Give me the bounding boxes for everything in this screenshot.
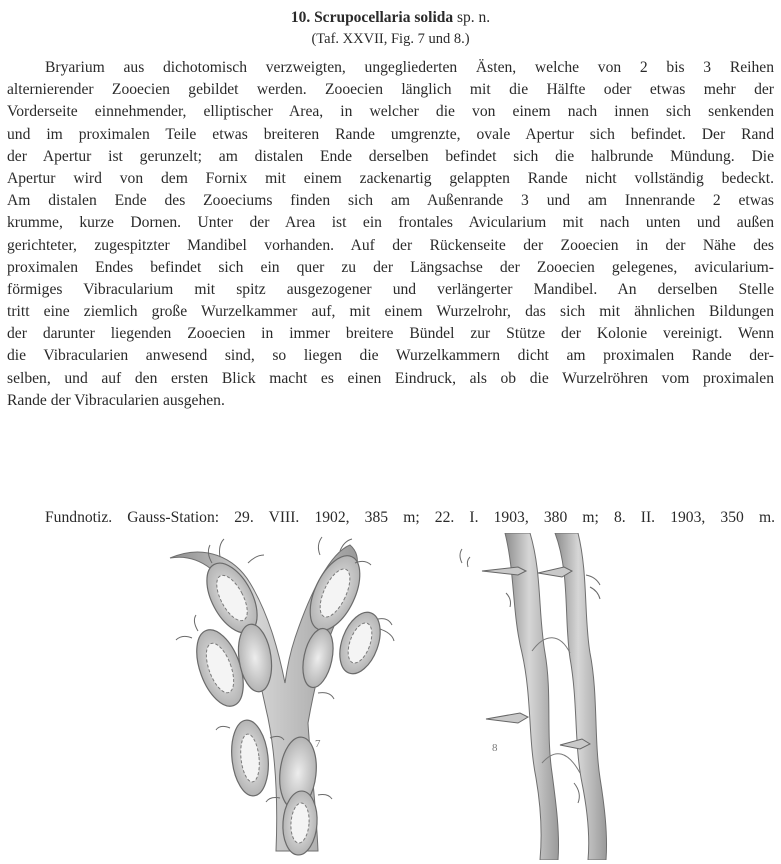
species-suffix: sp. n. (457, 9, 491, 26)
text-line: Apertur wird von dem Fornix mit einem zackenartig gelappten Rande nicht vollständig bedeckt. (7, 169, 774, 187)
figure-7-colony (170, 537, 394, 856)
text-line: Am distalen Ende des Zooeciums finden sich am Außenrande 3 und am Innenrande 2 etwas (7, 192, 774, 210)
text-line: Rande der Vibracularien ausgehen. (7, 391, 225, 409)
text-line: proximalen Endes befindet sich ein quer zu der Längsachse der Zooecien gelegenes, avicularium- (7, 258, 774, 276)
text-line: Bryarium aus dichotomisch verzweigten, ungegliederten Ästen, welche von 2 bis 3 Reihen (45, 59, 774, 76)
text-line: und im proximalen Teile etwas breiteren Rande umgrenzte, ovale Apertur sich befindet. Der Rand (7, 125, 774, 143)
figure-7-label: 7 (315, 738, 321, 750)
text-line: der Apertur ist gerunzelt; am distalen Ende derselben befindet sich die halbrunde Mündung. Die (7, 147, 774, 165)
plate-figure (150, 533, 620, 860)
text-line: alternierender Zooecien gebildet werden. Zooecien länglich mit die Hälfte oder etwas mehr der (7, 81, 774, 99)
text-line: die Vibracularien anwesend sind, so liegen die Wurzelkammern dicht am proximalen Rande der- (7, 347, 774, 365)
fundnotiz-line: Fundnotiz. Gauss-Station: 29. VIII. 1902, 385 m; 22. I. 1903, 380 m; 8. II. 1903, 350 m. (45, 509, 775, 526)
plate-reference: (Taf. XXVII, Fig. 7 und 8.) (311, 31, 470, 47)
species-heading (0, 9, 781, 27)
text-line: gerichteter, zugespitzter Mandibel vorhanden. Auf der Rückenseite der Zooecien in der Nähe des (7, 236, 774, 254)
species-number: 10. (290, 9, 311, 26)
text-line: Vorderseite einnehmender, elliptischer Area, in welcher die von einem nach innen sich senkenden (7, 103, 774, 121)
figure-8-colony (460, 533, 607, 860)
text-line: der darunter liegenden Zooecien in immer breitere Bündel zur Stütze der Kolonie vereinigt. Wenn (7, 325, 774, 343)
text-line: krumme, kurze Dornen. Unter der Area ist ein frontales Avicularium mit nach unten und außen (7, 214, 774, 232)
bryozoan-illustration (150, 533, 620, 860)
text-line: selben, und auf den ersten Blick macht es einen Eindruck, als ob die Wurzelröhren vom proximalen (7, 369, 774, 387)
species-name: Scrupocellaria solida (314, 9, 454, 26)
description-paragraph (7, 57, 774, 412)
figure-8-label: 8 (492, 742, 498, 754)
text-line: tritt eine ziemlich große Wurzelkammer auf, mit einem Wurzelrohr, das sich mit ähnlichen Bildungen (7, 303, 774, 321)
text-line: förmiges Vibracularium mit spitz ausgezogener und verlängerter Mandibel. An derselben Stelle (7, 280, 774, 298)
